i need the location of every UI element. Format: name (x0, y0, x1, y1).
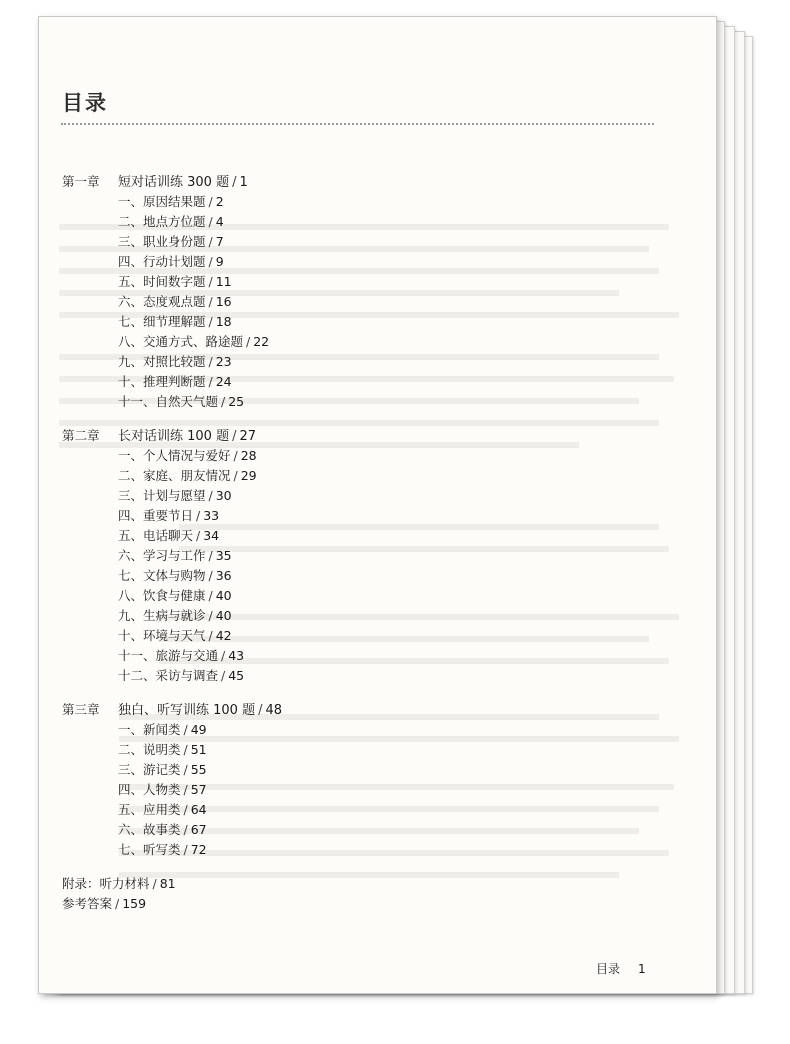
page-separator: / (208, 548, 213, 563)
toc-entry[interactable] (62, 800, 662, 820)
page-separator: / (208, 588, 213, 603)
entry-page: 24 (215, 374, 232, 389)
entry-label: 二、家庭、朋友情况 (118, 468, 231, 483)
appendix-label: 参考答案 (62, 896, 113, 911)
page-separator: / (208, 254, 213, 269)
page-separator: / (221, 648, 226, 663)
entry-label: 五、电话聊天 (118, 528, 194, 543)
entry-label: 十二、采访与调查 (118, 668, 219, 683)
page-separator: / (183, 762, 188, 777)
entry-label: 四、行动计划题 (118, 254, 206, 269)
entry-label: 一、个人情况与爱好 (118, 448, 231, 463)
title-dotted-rule (61, 123, 654, 125)
chapter-heading[interactable] (62, 426, 662, 446)
entry-label: 六、故事类 (118, 822, 181, 837)
page-separator: / (233, 448, 238, 463)
chapter-page: 27 (239, 429, 257, 444)
entry-label: 十一、旅游与交通 (118, 648, 219, 663)
toc-entry[interactable] (62, 646, 662, 666)
toc-entry[interactable] (62, 352, 662, 372)
page-separator: / (208, 354, 213, 369)
entry-page: 72 (190, 842, 207, 857)
entry-label: 六、态度观点题 (118, 294, 206, 309)
page-separator: / (208, 608, 213, 623)
footer-label: 目录 (596, 962, 621, 976)
entry-page: 18 (215, 314, 232, 329)
entry-page: 55 (190, 762, 207, 777)
entry-label: 六、学习与工作 (118, 548, 206, 563)
chapter-name: 长对话训练 100 题 (118, 429, 230, 444)
toc-entry[interactable] (62, 232, 662, 252)
toc-entry[interactable] (62, 332, 662, 352)
page-separator: / (221, 394, 226, 409)
page-number: 1 (638, 962, 646, 976)
entry-label: 十、推理判断题 (118, 374, 206, 389)
entry-label: 十、环境与天气 (118, 628, 206, 643)
page-separator: / (208, 628, 213, 643)
toc-appendix (62, 874, 662, 914)
toc-entry[interactable] (62, 312, 662, 332)
entry-page: 40 (215, 608, 232, 623)
entry-label: 四、人物类 (118, 782, 181, 797)
appendix-label: 附录：听力材料 (62, 876, 150, 891)
entry-page: 4 (215, 214, 224, 229)
page-separator: / (183, 842, 188, 857)
page-separator: / (221, 668, 226, 683)
entry-label: 三、计划与愿望 (118, 488, 206, 503)
entry-page: 2 (215, 194, 224, 209)
entry-label: 九、对照比较题 (118, 354, 206, 369)
entry-label: 十一、自然天气题 (118, 394, 219, 409)
entry-page: 11 (215, 274, 232, 289)
toc-entry[interactable] (62, 720, 662, 740)
page-separator: / (208, 194, 213, 209)
entry-label: 九、生病与就诊 (118, 608, 206, 623)
entry-page: 22 (253, 334, 270, 349)
entry-label: 七、细节理解题 (118, 314, 206, 329)
entry-label: 一、新闻类 (118, 722, 181, 737)
page-separator: / (246, 334, 251, 349)
appendix-page: 81 (159, 876, 176, 891)
entry-page: 33 (203, 508, 220, 523)
page-separator: / (183, 822, 188, 837)
toc-entry[interactable] (62, 626, 662, 646)
entry-label: 八、交通方式、路途题 (118, 334, 244, 349)
page-separator: / (232, 429, 237, 444)
page-separator: / (232, 175, 237, 190)
entry-label: 七、听写类 (118, 842, 181, 857)
toc-entry[interactable] (62, 526, 662, 546)
page-separator: / (208, 294, 213, 309)
page-separator: / (208, 374, 213, 389)
toc-entry[interactable] (62, 486, 662, 506)
chapter-page: 48 (265, 703, 283, 718)
entry-page: 28 (240, 448, 257, 463)
toc-entry[interactable] (62, 212, 662, 232)
toc-entry[interactable] (62, 760, 662, 780)
entry-page: 36 (215, 568, 232, 583)
entry-page: 29 (240, 468, 257, 483)
entry-page: 57 (190, 782, 207, 797)
chapter-name: 短对话训练 300 题 (118, 175, 230, 190)
toc-entry[interactable] (62, 586, 662, 606)
page-separator: / (208, 214, 213, 229)
entry-label: 三、职业身份题 (118, 234, 206, 249)
toc-chapter (62, 172, 662, 412)
toc-entry[interactable] (62, 840, 662, 860)
chapter-page: 1 (239, 175, 248, 190)
page-separator: / (233, 468, 238, 483)
entry-label: 五、应用类 (118, 802, 181, 817)
page-separator: / (183, 802, 188, 817)
page-separator: / (208, 568, 213, 583)
entry-page: 64 (190, 802, 207, 817)
entry-page: 43 (228, 648, 245, 663)
entry-page: 30 (215, 488, 232, 503)
page-title: 目录 (62, 91, 108, 115)
page-separator: / (183, 782, 188, 797)
page-separator: / (208, 314, 213, 329)
page-separator: / (208, 234, 213, 249)
entry-page: 45 (228, 668, 245, 683)
toc-entry[interactable] (62, 466, 662, 486)
page-separator: / (196, 508, 201, 523)
toc-entry[interactable] (62, 392, 662, 412)
entry-page: 23 (215, 354, 232, 369)
entry-page: 16 (215, 294, 232, 309)
toc-chapters (62, 172, 662, 860)
chapter-number: 第三章 (62, 702, 100, 717)
toc-entry[interactable] (62, 546, 662, 566)
entry-label: 二、说明类 (118, 742, 181, 757)
toc-entry[interactable] (62, 372, 662, 392)
toc-entry[interactable] (62, 606, 662, 626)
page-separator: / (208, 488, 213, 503)
page-separator: / (208, 274, 213, 289)
toc-chapter (62, 700, 662, 860)
entry-page: 67 (190, 822, 207, 837)
toc-entry[interactable] (62, 192, 662, 212)
page-footer (596, 960, 646, 977)
toc-entry[interactable] (62, 506, 662, 526)
page-separator: / (196, 528, 201, 543)
entry-page: 9 (215, 254, 224, 269)
entry-page: 35 (215, 548, 232, 563)
toc-entry[interactable] (62, 566, 662, 586)
page-separator: / (183, 742, 188, 757)
book-page (38, 16, 717, 994)
entry-page: 40 (215, 588, 232, 603)
chapter-number: 第一章 (62, 174, 100, 189)
table-of-contents (62, 172, 662, 914)
appendix-entry[interactable] (62, 874, 662, 894)
chapter-heading[interactable] (62, 700, 662, 720)
entry-page: 49 (190, 722, 207, 737)
page-separator: / (258, 703, 263, 718)
toc-entry[interactable] (62, 780, 662, 800)
entry-label: 一、原因结果题 (118, 194, 206, 209)
entry-label: 七、文体与购物 (118, 568, 206, 583)
toc-entry[interactable] (62, 272, 662, 292)
entry-label: 四、重要节日 (118, 508, 194, 523)
entry-label: 三、游记类 (118, 762, 181, 777)
entry-label: 五、时间数字题 (118, 274, 206, 289)
entry-page: 34 (203, 528, 220, 543)
page-separator: / (183, 722, 188, 737)
entry-page: 42 (215, 628, 232, 643)
toc-entry[interactable] (62, 740, 662, 760)
appendix-page: 159 (122, 896, 147, 911)
toc-entry[interactable] (62, 666, 662, 686)
entry-label: 八、饮食与健康 (118, 588, 206, 603)
appendix-entry[interactable] (62, 894, 662, 914)
entry-label: 二、地点方位题 (118, 214, 206, 229)
toc-entry[interactable] (62, 820, 662, 840)
entry-page: 7 (215, 234, 224, 249)
page-separator: / (115, 896, 120, 911)
toc-chapter (62, 426, 662, 686)
chapter-number: 第二章 (62, 428, 100, 443)
toc-entry[interactable] (62, 292, 662, 312)
entry-page: 51 (190, 742, 207, 757)
chapter-name: 独白、听写训练 100 题 (118, 703, 256, 718)
toc-entry[interactable] (62, 446, 662, 466)
entry-page: 25 (228, 394, 245, 409)
chapter-heading[interactable] (62, 172, 662, 192)
page-separator: / (152, 876, 157, 891)
toc-entry[interactable] (62, 252, 662, 272)
